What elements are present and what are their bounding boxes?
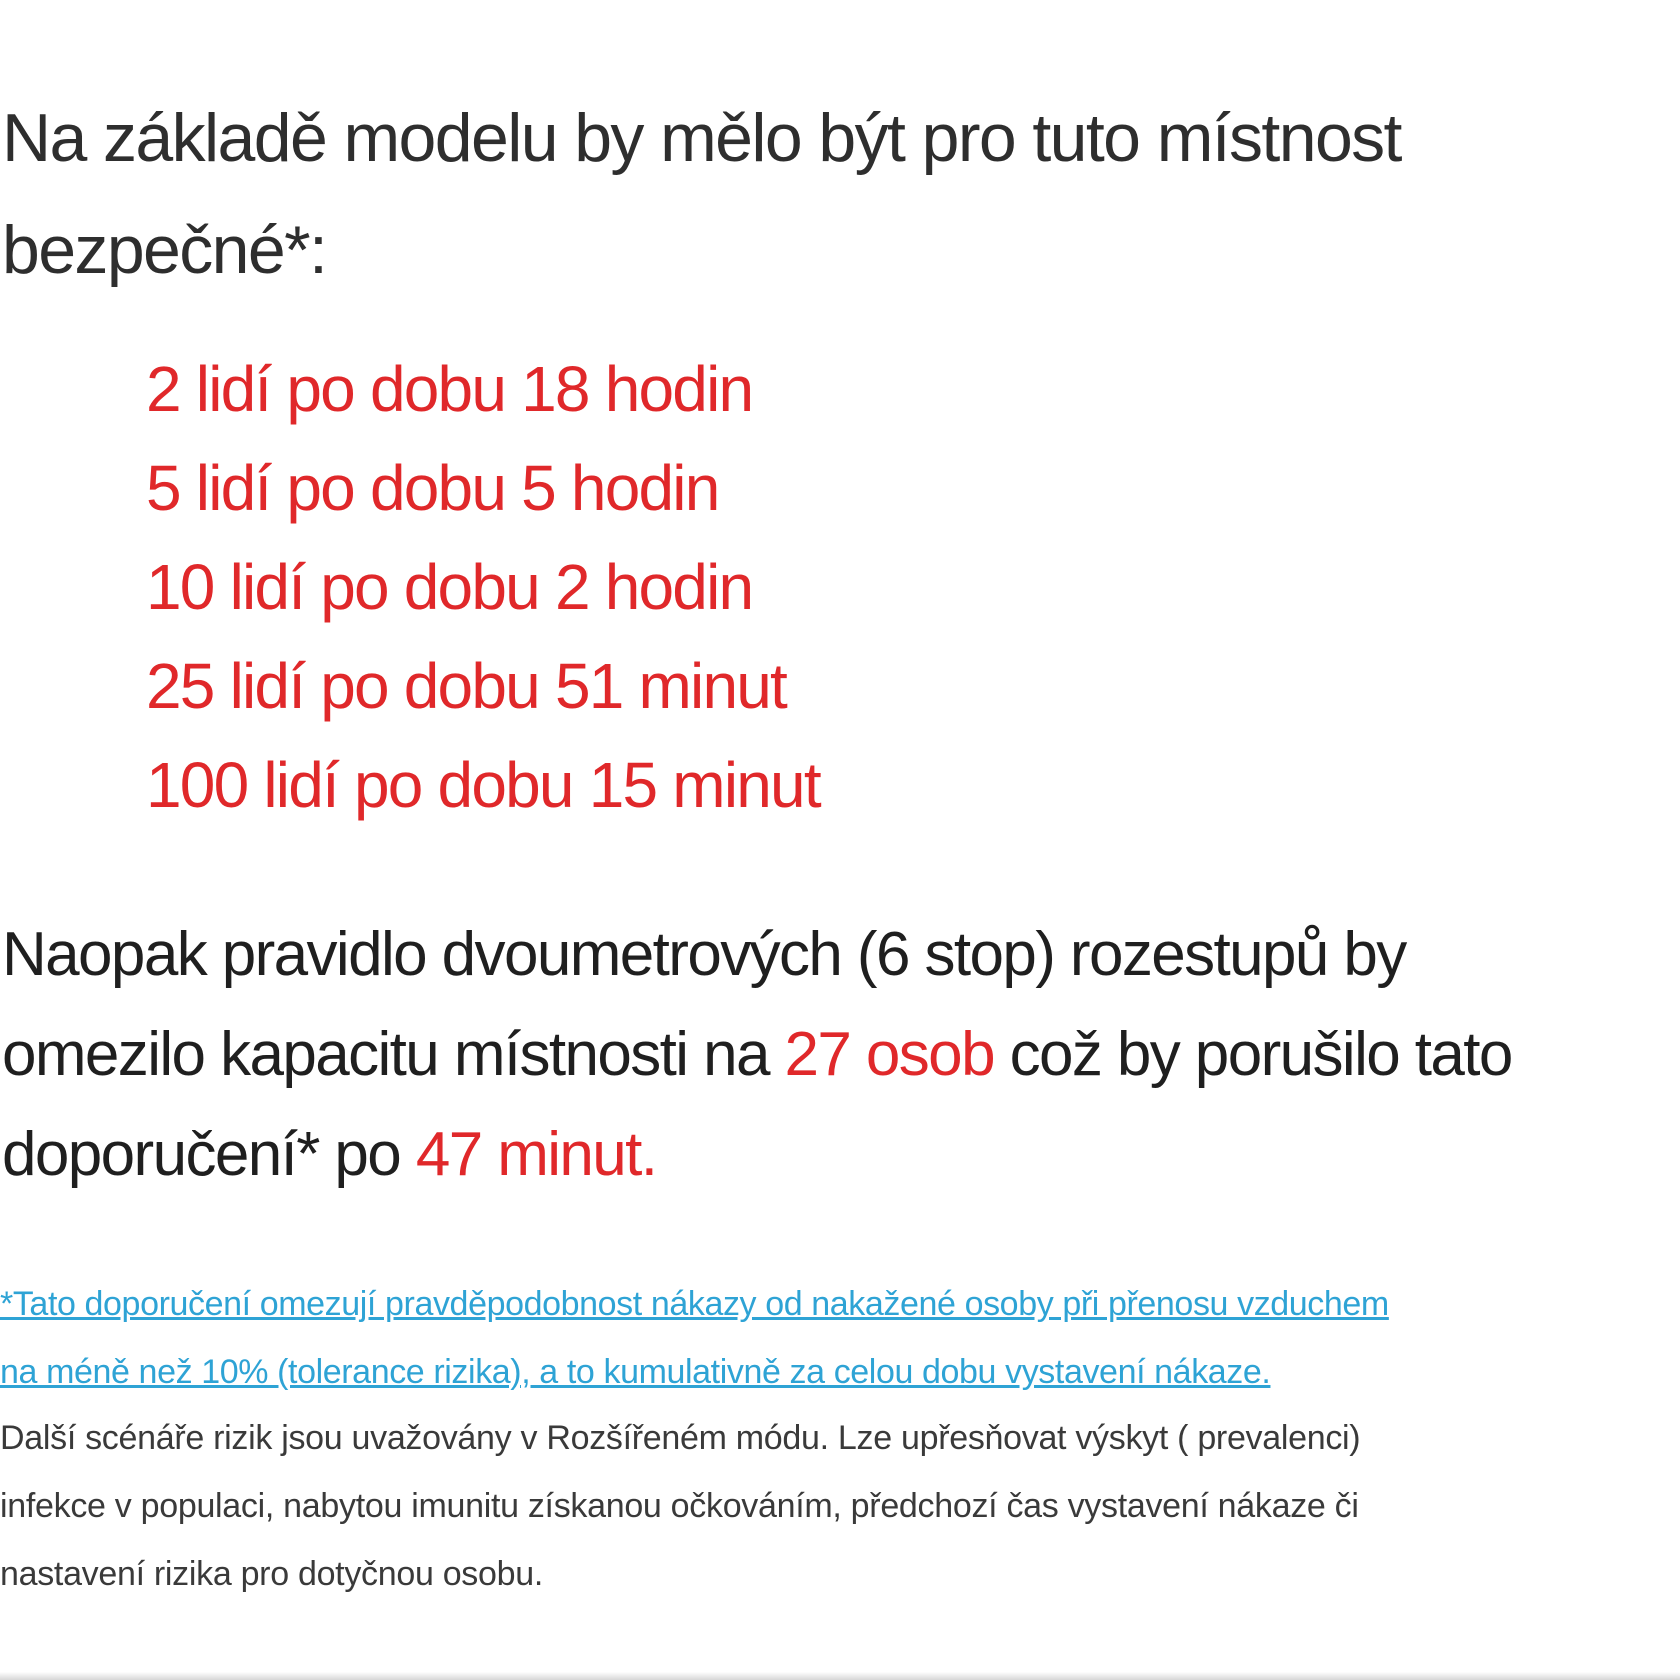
scenario-item	[146, 439, 820, 538]
scenario-duration: 5 hodin	[521, 452, 719, 524]
scenario-text: lidí po dobu	[229, 551, 539, 623]
scenario-item	[146, 637, 820, 736]
intro-heading	[2, 82, 1662, 306]
distancing-comparison	[2, 905, 1680, 1205]
comparison-part-4: doporučení* po	[2, 1120, 401, 1189]
scenario-people: 25	[146, 650, 214, 722]
scenario-duration: 15 minut	[588, 749, 820, 821]
footnote-line-2[interactable]: na méně než 10% (tolerance rizika), a to kumulativně za celou dobu vystavení nákaze.	[0, 1353, 1271, 1391]
scenario-item	[146, 736, 820, 835]
scenario-text: lidí po dobu	[195, 452, 506, 524]
scenario-text: lidí po dobu	[229, 650, 539, 722]
scenario-people: 2	[146, 353, 180, 425]
safe-scenarios-list	[146, 340, 820, 835]
scenario-text: lidí po dobu	[263, 749, 573, 821]
bottom-divider	[0, 1672, 1680, 1680]
comparison-part-1: Naopak pravidlo dvoumetrových (6 stop) rozestupů by	[2, 920, 1406, 989]
scenario-people: 100	[146, 749, 248, 821]
scenario-duration: 18 hodin	[521, 353, 753, 425]
more-info-line-3: nastavení rizika pro dotyčnou osobu.	[0, 1555, 543, 1593]
intro-line-2: bezpečné*:	[2, 212, 327, 288]
comparison-part-3: což by porušilo tato	[1009, 1020, 1512, 1089]
scenario-people: 10	[146, 551, 214, 623]
scenario-item	[146, 538, 820, 637]
capacity-value: 27 osob	[784, 1020, 994, 1089]
intro-line-1: Na základě modelu by mělo být pro tuto místnost	[2, 100, 1401, 176]
scenario-people: 5	[146, 452, 180, 524]
more-info-line-2: infekce v populaci, nabytou imunitu získanou očkováním, předchozí čas vystavení nákaze či	[0, 1487, 1359, 1525]
more-info-line-1: Další scénáře rizik jsou uvažovány v Rozšířeném módu. Lze upřesňovat výskyt ( prevalenci)	[0, 1419, 1361, 1457]
scenario-duration: 2 hodin	[554, 551, 753, 623]
comparison-part-2: omezilo kapacitu místnosti na	[2, 1020, 769, 1089]
scenario-text: lidí po dobu	[195, 353, 506, 425]
scenario-item	[146, 340, 820, 439]
advanced-mode-note	[0, 1404, 1680, 1608]
scenario-duration: 51 minut	[554, 650, 787, 722]
footnote-link[interactable]	[0, 1270, 1680, 1406]
violation-time-value: 47 minut.	[415, 1120, 657, 1189]
footnote-line-1[interactable]: *Tato doporučení omezují pravděpodobnost nákazy od nakažené osoby při přenosu vzduchem	[0, 1285, 1389, 1323]
